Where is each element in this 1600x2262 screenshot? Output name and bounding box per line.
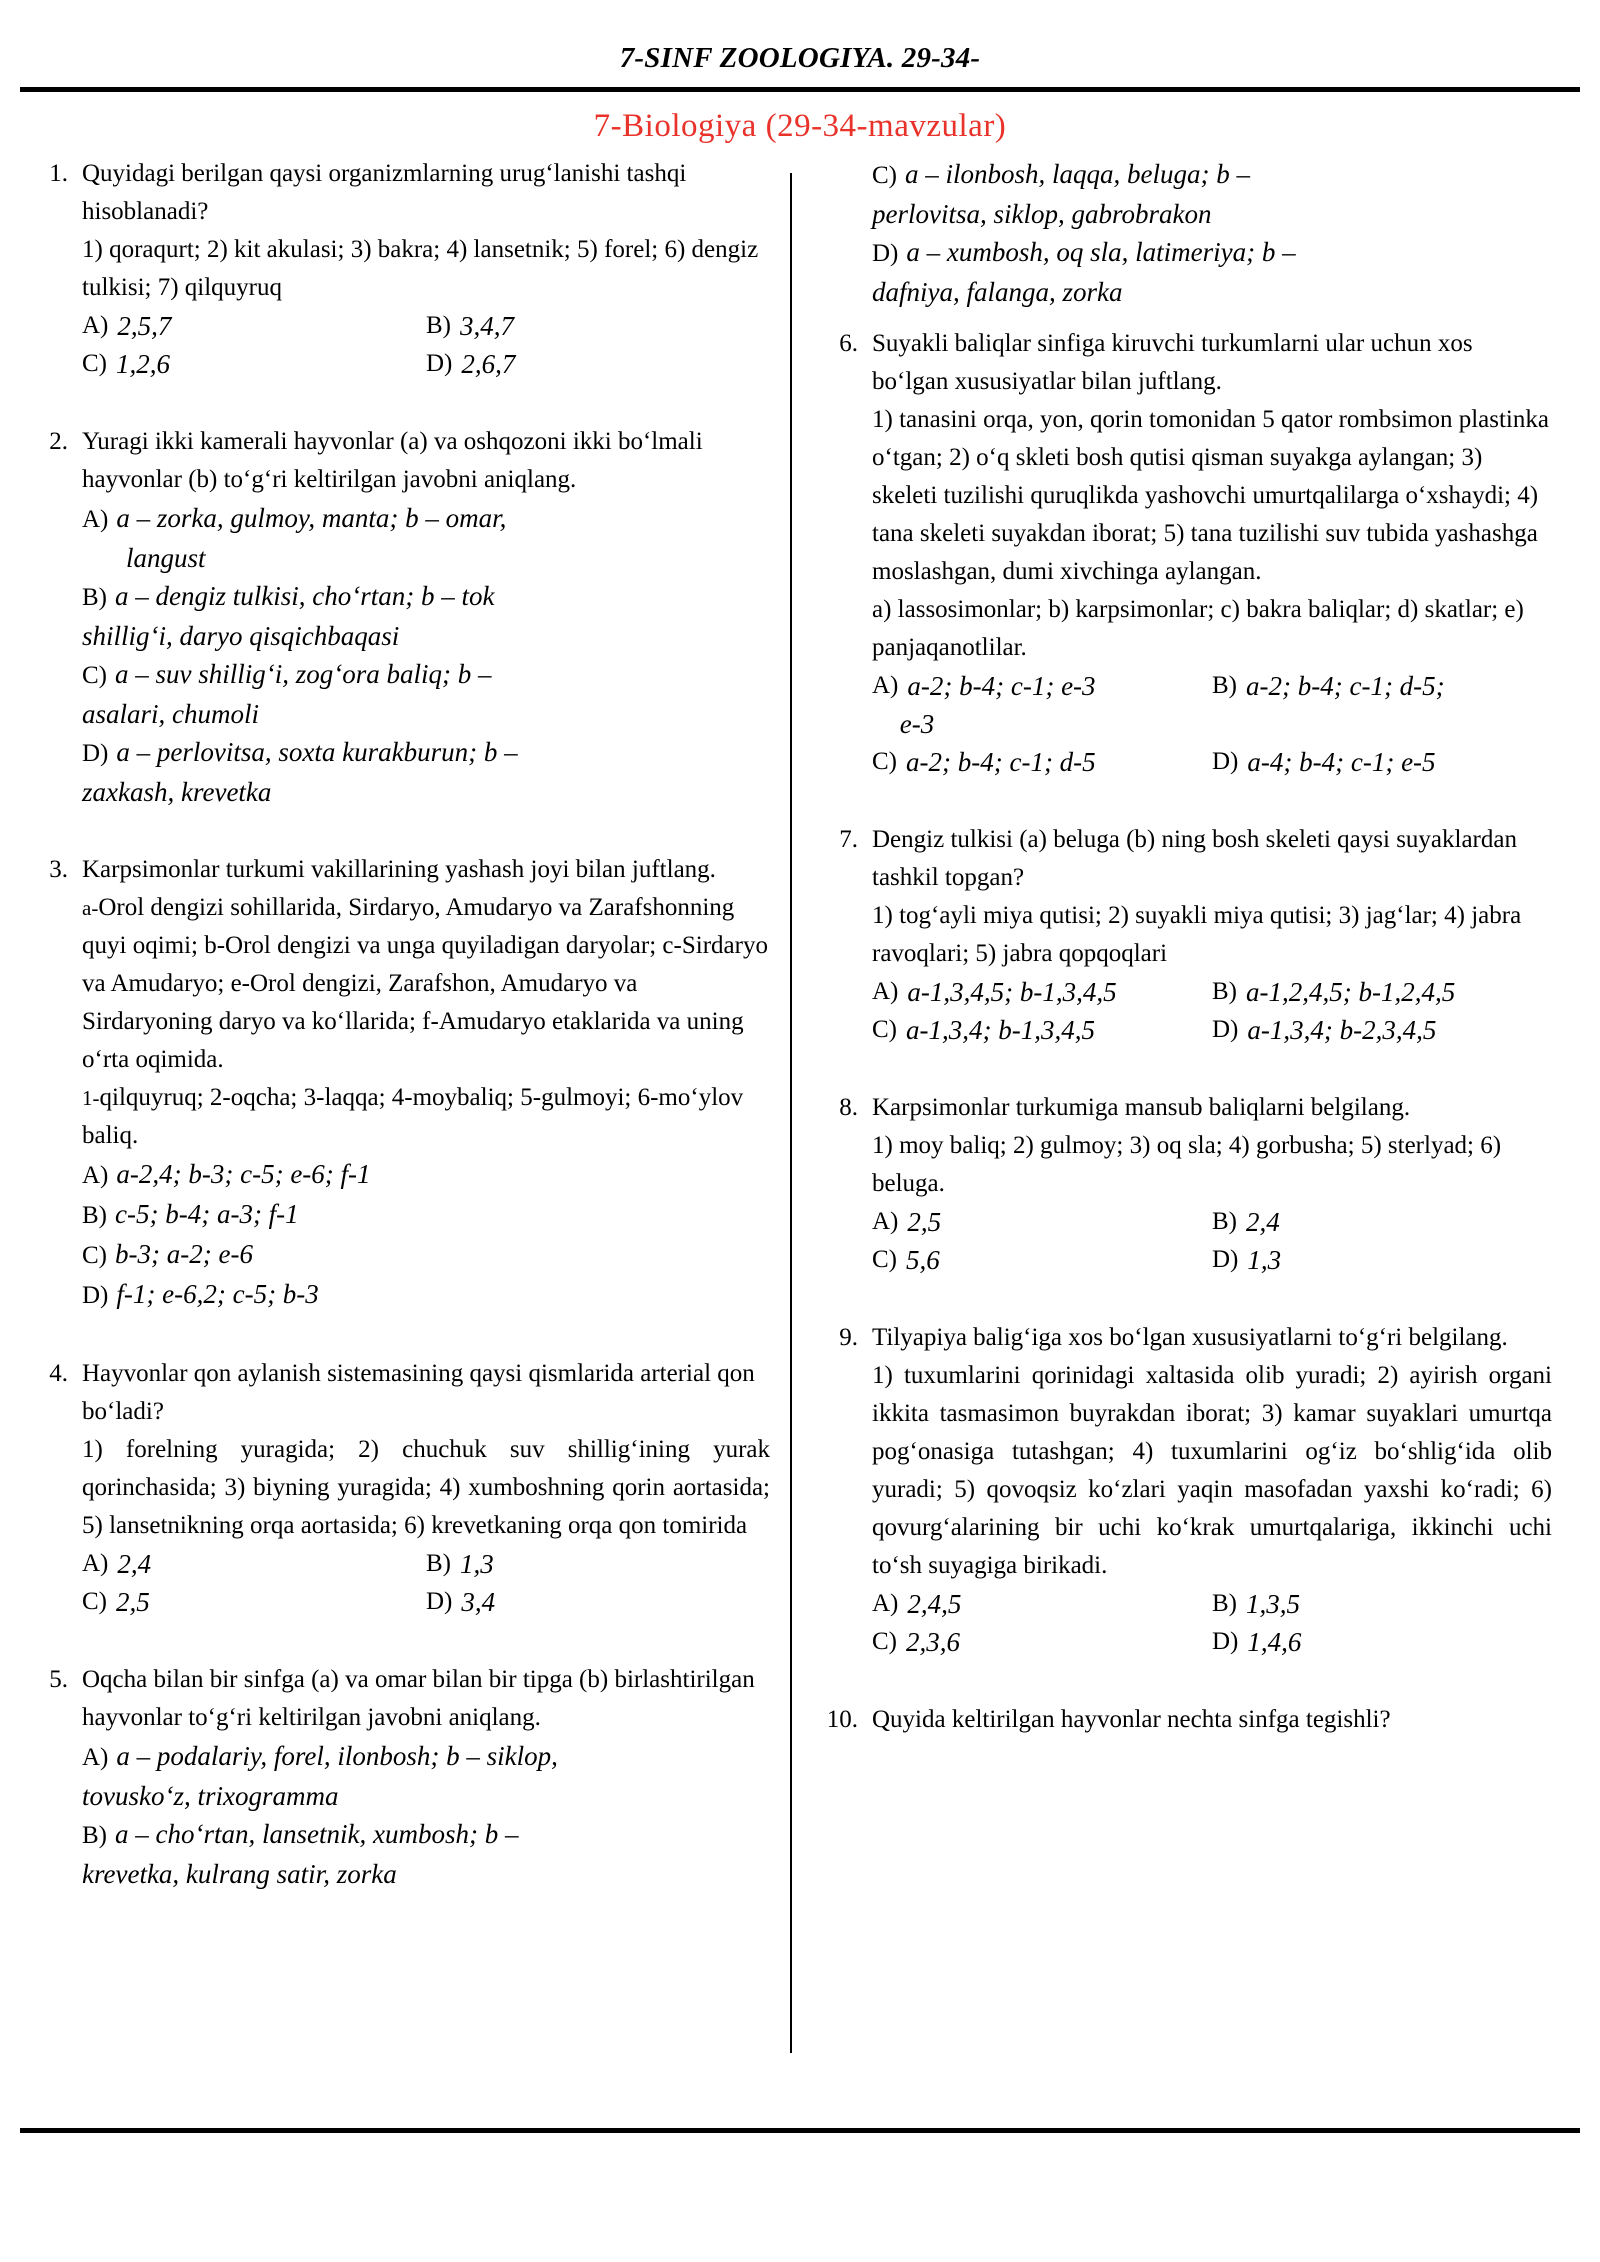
- option-value: 2,5: [907, 1207, 942, 1237]
- option-a[interactable]: [82, 307, 426, 345]
- question-number: 1.: [49, 160, 68, 187]
- question-stem: Suyakli baliqlar sinfiga kiruvchi turkumlarni ular uchun xos bo‘lgan xususiyatlar bilan juftlang.: [872, 330, 1473, 395]
- spacer: [820, 1293, 1552, 1319]
- option-value: 1,3: [460, 1549, 494, 1579]
- option-a[interactable]: [872, 1585, 1212, 1623]
- option-value: 2,5,7: [117, 311, 172, 341]
- option-c[interactable]: [872, 1011, 1212, 1049]
- option-c[interactable]: [82, 345, 426, 383]
- options-grid: [872, 667, 1552, 781]
- question-number: 10.: [826, 1706, 858, 1733]
- option-d[interactable]: [1212, 743, 1552, 781]
- option-b[interactable]: [426, 1545, 770, 1583]
- option-value: a-1,3,4; b-2,3,4,5: [1247, 1015, 1437, 1045]
- option-letter: C): [872, 1016, 897, 1043]
- running-head: 7-SINF ZOOLOGIYA. 29-34-: [619, 42, 981, 74]
- option-a[interactable]: [872, 973, 1212, 1011]
- option-c[interactable]: [872, 1623, 1212, 1661]
- option-a[interactable]: [82, 1155, 770, 1195]
- option-c[interactable]: [872, 1241, 1212, 1279]
- list-key-prefix: 1-: [82, 1086, 100, 1110]
- option-value: a – perlovitsa, soxta kurakburun; b –: [116, 737, 518, 767]
- options-grid: [82, 1545, 770, 1621]
- question-stem: Quyida keltirilgan hayvonlar nechta sinfga tegishli?: [872, 1706, 1391, 1733]
- option-letter: D): [426, 350, 453, 377]
- option-b[interactable]: [426, 307, 770, 345]
- spacer: [820, 1063, 1552, 1089]
- option-value: 2,3,6: [906, 1627, 960, 1657]
- option-c[interactable]: [82, 1583, 426, 1621]
- option-value: a-1,2,4,5; b-1,2,4,5: [1246, 977, 1456, 1007]
- spacer: [30, 825, 770, 851]
- option-value: 3,4: [461, 1587, 496, 1617]
- option-letter: B): [82, 1202, 107, 1229]
- question-9: [820, 1319, 1552, 1661]
- option-letter: D): [1212, 1628, 1239, 1655]
- option-value: a – suv shillig‘i, zog‘ora baliq; b –: [115, 659, 492, 689]
- option-d[interactable]: [426, 345, 770, 383]
- option-letter: D): [872, 240, 899, 267]
- option-letter: A): [82, 506, 109, 533]
- option-value: 1,3,5: [1246, 1589, 1300, 1619]
- option-value: a – podalariy, forel, ilonbosh; b – siklop,: [116, 1741, 558, 1771]
- option-value: a – xumbosh, oq sla, latimeriya; b –: [906, 237, 1296, 267]
- option-c[interactable]: [82, 1235, 770, 1275]
- options-grid: [872, 1203, 1552, 1279]
- option-value: c-5; b-4; a-3; f-1: [115, 1199, 299, 1229]
- question-stem: Dengiz tulkisi (a) beluga (b) ning bosh skeleti qaysi suyaklardan tashkil topgan?: [872, 826, 1517, 891]
- question-items-letters: a) lassosimonlar; b) karpsimonlar; c) bakra baliqlar; d) skatlar; e) panjaqanotlilar.: [872, 596, 1524, 661]
- option-d[interactable]: [426, 1583, 770, 1621]
- question-3: [30, 851, 770, 1315]
- option-value: a-2,4; b-3; c-5; e-6; f-1: [116, 1159, 371, 1189]
- option-value: a-2; b-4; c-1; d-5: [906, 747, 1096, 777]
- question-5-continuation: [820, 155, 1552, 311]
- option-letter: C): [82, 1588, 107, 1615]
- option-letter: D): [426, 1588, 453, 1615]
- question-items: 1) tog‘ayli miya qutisi; 2) suyakli miya qutisi; 3) jag‘lar; 4) jabra ravoqlari; 5) jabra qopqoqlari: [872, 902, 1522, 967]
- question-items: 1) forelning yuragida; 2) chuchuk suv shillig‘ining yurak qorinchasida; 3) biyning yuragida; 4) xumboshning qorin aortasida; 5) lansetnikning orqa aortasida; 6) krevetkaning orqa qon tomirida: [82, 1436, 770, 1539]
- question-items-numbers: 1) tanasini orqa, yon, qorin tomonidan 5 qator rombsimon plastinka o‘tgan; 2) o‘q skleti bosh qutisi qisman suyakga aylangan; 3) skeleti tuzilishi quruqlikda yashovchi umurtqalilarga o‘xshaydi; 4) tana skeleti suyakdan iborat; 5) tana tuzilishi suv tubida yashashga moslashgan, dumi xivchinga aylangan.: [872, 406, 1549, 585]
- question-8: [820, 1089, 1552, 1279]
- option-b[interactable]: [1212, 1585, 1552, 1623]
- option-letter: B): [426, 1550, 451, 1577]
- question-number: 4.: [49, 1360, 68, 1387]
- option-letter: C): [872, 1246, 897, 1273]
- question-items: 1) qoraqurt; 2) kit akulasi; 3) bakra; 4) lansetnik; 5) forel; 6) dengiz tulkisi; 7) qilquyruq: [82, 236, 759, 301]
- option-a[interactable]: [82, 1737, 770, 1815]
- option-letter: D): [1212, 1016, 1239, 1043]
- option-letter: A): [872, 672, 899, 699]
- option-d[interactable]: [1212, 1241, 1552, 1279]
- option-d[interactable]: [872, 233, 1552, 311]
- option-letter: B): [1212, 672, 1237, 699]
- right-column: [792, 155, 1552, 1753]
- option-continuation: perlovitsa, siklop, gabrobrakon: [872, 199, 1212, 229]
- question-number: 2.: [49, 428, 68, 455]
- option-letter: A): [872, 1208, 899, 1235]
- option-letter: C): [82, 662, 107, 689]
- option-a-continuation: [872, 705, 1212, 743]
- option-a[interactable]: [82, 499, 770, 577]
- question-number: 6.: [839, 330, 858, 357]
- option-value: f-1; e-6,2; c-5; b-3: [116, 1279, 319, 1309]
- question-stem: Karpsimonlar turkumi vakillarining yashash joyi bilan juftlang.: [82, 856, 716, 883]
- option-d[interactable]: [82, 733, 770, 811]
- question-number: 3.: [49, 856, 68, 883]
- option-a[interactable]: [872, 1203, 1212, 1241]
- option-letter: C): [872, 1628, 897, 1655]
- question-stem: Yuragi ikki kamerali hayvonlar (a) va oshqozoni ikki bo‘lmali hayvonlar (b) to‘g‘ri keltirilgan javobni aniqlang.: [82, 428, 703, 493]
- list-key-prefix: a-: [82, 896, 99, 920]
- option-b[interactable]: [1212, 973, 1552, 1011]
- spacer: [820, 795, 1552, 821]
- option-continuation: shillig‘i, daryo qisqichbaqasi: [82, 621, 400, 651]
- option-value: 1,4,6: [1247, 1627, 1302, 1657]
- question-5: [30, 1661, 770, 1893]
- spacer: [30, 397, 770, 423]
- question-stem: Hayvonlar qon aylanish sistemasining qaysi qismlarida arterial qon bo‘ladi?: [82, 1360, 755, 1425]
- option-c[interactable]: [872, 155, 1552, 233]
- option-letter: D): [1212, 1246, 1239, 1273]
- option-letter: C): [872, 162, 897, 189]
- option-continuation: krevetka, kulrang satir, zorka: [82, 1859, 397, 1889]
- option-letter: B): [82, 1822, 107, 1849]
- spacer: [820, 1675, 1552, 1701]
- option-value: a-4; b-4; c-1; e-5: [1247, 747, 1436, 777]
- option-letter: A): [82, 1550, 109, 1577]
- option-value: a – cho‘rtan, lansetnik, xumbosh; b –: [115, 1819, 519, 1849]
- option-letter: C): [82, 350, 107, 377]
- options-grid: [872, 1585, 1552, 1661]
- question-2: [30, 423, 770, 811]
- question-stem: Oqcha bilan bir sinfga (a) va omar bilan bir tipga (b) birlashtirilgan hayvonlar to‘g‘ri keltirilgan javobni aniqlang.: [82, 1666, 755, 1731]
- question-number: 5.: [49, 1666, 68, 1693]
- option-continuation: e-3: [899, 709, 935, 739]
- option-value: 3,4,7: [460, 311, 514, 341]
- option-b[interactable]: [82, 577, 770, 655]
- option-letter: D): [82, 1282, 109, 1309]
- list-text: Orol dengizi sohillarida, Sirdaryo, Amudaryo va Zarafshonning quyi oqimi; b-Orol dengizi va unga quyiladigan daryolar; c-Sirdaryo va Amudaryo; e-Orol dengizi, Zarafshon, Amudaryo va Sirdaryoning daryo va ko‘llarida; f-Amudaryo etaklarida va uning o‘rta oqimida.: [82, 894, 768, 1073]
- question-number: 9.: [839, 1324, 858, 1351]
- question-stem: Quyidagi berilgan qaysi organizmlarning urug‘lanishi tashqi hisoblanadi?: [82, 160, 687, 225]
- option-value: 2,4,5: [907, 1589, 962, 1619]
- option-a[interactable]: [82, 1545, 426, 1583]
- option-value: 5,6: [906, 1245, 940, 1275]
- options-grid: [872, 973, 1552, 1049]
- option-b[interactable]: [1212, 667, 1552, 705]
- question-items: 1) tuxumlarini qorinidagi xaltasida olib yuradi; 2) ayirish organi ikkita tasmasimon buyrakdan iborat; 3) kamar suyaklari umurtqa pog‘onasiga tutashgan; 4) tuxumlarini og‘iz bo‘shlig‘ida olib yuradi; 5) qovoqsiz ko‘zlari yaqin masofadan yaxshi ko‘radi; 6) qovurg‘alarining bir uchi ko‘krak umurtqalariga, ikkinchi uchi to‘sh suyagiga birikadi.: [872, 1362, 1552, 1579]
- option-value: 2,4: [1246, 1207, 1280, 1237]
- two-column-body: [30, 155, 1570, 2053]
- option-letter: A): [82, 1744, 109, 1771]
- question-number: 7.: [839, 826, 858, 853]
- option-letter: B): [82, 584, 107, 611]
- question-7: [820, 821, 1552, 1049]
- option-letter: C): [872, 748, 897, 775]
- option-d[interactable]: [82, 1275, 770, 1315]
- option-value: 2,6,7: [461, 349, 516, 379]
- option-letter: B): [1212, 1590, 1237, 1617]
- option-continuation: langust: [126, 543, 206, 573]
- option-value: b-3; a-2; e-6: [115, 1239, 253, 1269]
- option-letter: D): [1212, 748, 1239, 775]
- option-c[interactable]: [872, 743, 1212, 781]
- option-b-spacer: [1212, 705, 1552, 743]
- option-d[interactable]: [1212, 1011, 1552, 1049]
- option-a[interactable]: [872, 667, 1212, 705]
- option-continuation: asalari, chumoli: [82, 699, 260, 729]
- page-title: 7-Biologiya (29-34-mavzular): [593, 108, 1007, 144]
- list-text: qilquyruq; 2-oqcha; 3-laqqa; 4-moybaliq; 5-gulmoyi; 6-mo‘ylov baliq.: [82, 1084, 744, 1149]
- option-value: a – ilonbosh, laqqa, beluga; b –: [905, 159, 1250, 189]
- option-value: a-2; b-4; c-1; e-3: [907, 671, 1096, 701]
- option-letter: A): [872, 978, 899, 1005]
- option-continuation: tovusko‘z, trixogramma: [82, 1781, 339, 1811]
- option-value: a-1,3,4; b-1,3,4,5: [906, 1015, 1095, 1045]
- option-b[interactable]: [82, 1195, 770, 1235]
- option-b[interactable]: [82, 1815, 770, 1893]
- question-10: [820, 1701, 1552, 1739]
- option-value: a – zorka, gulmoy, manta; b – omar,: [116, 503, 507, 533]
- option-letter: B): [426, 312, 451, 339]
- option-continuation: dafniya, falanga, zorka: [872, 277, 1123, 307]
- question-items-letters: [82, 889, 770, 1079]
- option-value: 2,5: [116, 1587, 150, 1617]
- option-value: 1,3: [1247, 1245, 1282, 1275]
- option-letter: A): [82, 1162, 109, 1189]
- footer-rule: [20, 2128, 1580, 2133]
- option-value: a-1,3,4,5; b-1,3,4,5: [907, 977, 1117, 1007]
- option-letter: B): [1212, 1208, 1237, 1235]
- question-1: [30, 155, 770, 383]
- left-column: [30, 155, 790, 1907]
- option-c[interactable]: [82, 655, 770, 733]
- option-letter: B): [1212, 978, 1237, 1005]
- question-number: 8.: [839, 1094, 858, 1121]
- question-6: [820, 325, 1552, 781]
- option-letter: A): [82, 312, 109, 339]
- spacer: [30, 1329, 770, 1355]
- option-value: a-2; b-4; c-1; d-5;: [1246, 671, 1445, 701]
- question-stem: Karpsimonlar turkumiga mansub baliqlarni belgilang.: [872, 1094, 1411, 1121]
- option-letter: C): [82, 1242, 107, 1269]
- option-value: a – dengiz tulkisi, cho‘rtan; b – tok: [115, 581, 495, 611]
- options-grid: [82, 307, 770, 383]
- option-letter: D): [82, 740, 109, 767]
- option-d[interactable]: [1212, 1623, 1552, 1661]
- option-letter: A): [872, 1590, 899, 1617]
- option-b[interactable]: [1212, 1203, 1552, 1241]
- option-value: 1,2,6: [116, 349, 170, 379]
- option-continuation: zaxkash, krevetka: [82, 777, 272, 807]
- question-items-numbers: [82, 1079, 770, 1155]
- question-number: [820, 155, 872, 311]
- question-items: 1) moy baliq; 2) gulmoy; 3) oq sla; 4) gorbusha; 5) sterlyad; 6) beluga.: [872, 1132, 1502, 1197]
- question-4: [30, 1355, 770, 1621]
- question-stem: Tilyapiya balig‘iga xos bo‘lgan xususiyatlarni to‘g‘ri belgilang.: [872, 1324, 1508, 1351]
- option-value: 2,4: [117, 1549, 152, 1579]
- spacer: [30, 1635, 770, 1661]
